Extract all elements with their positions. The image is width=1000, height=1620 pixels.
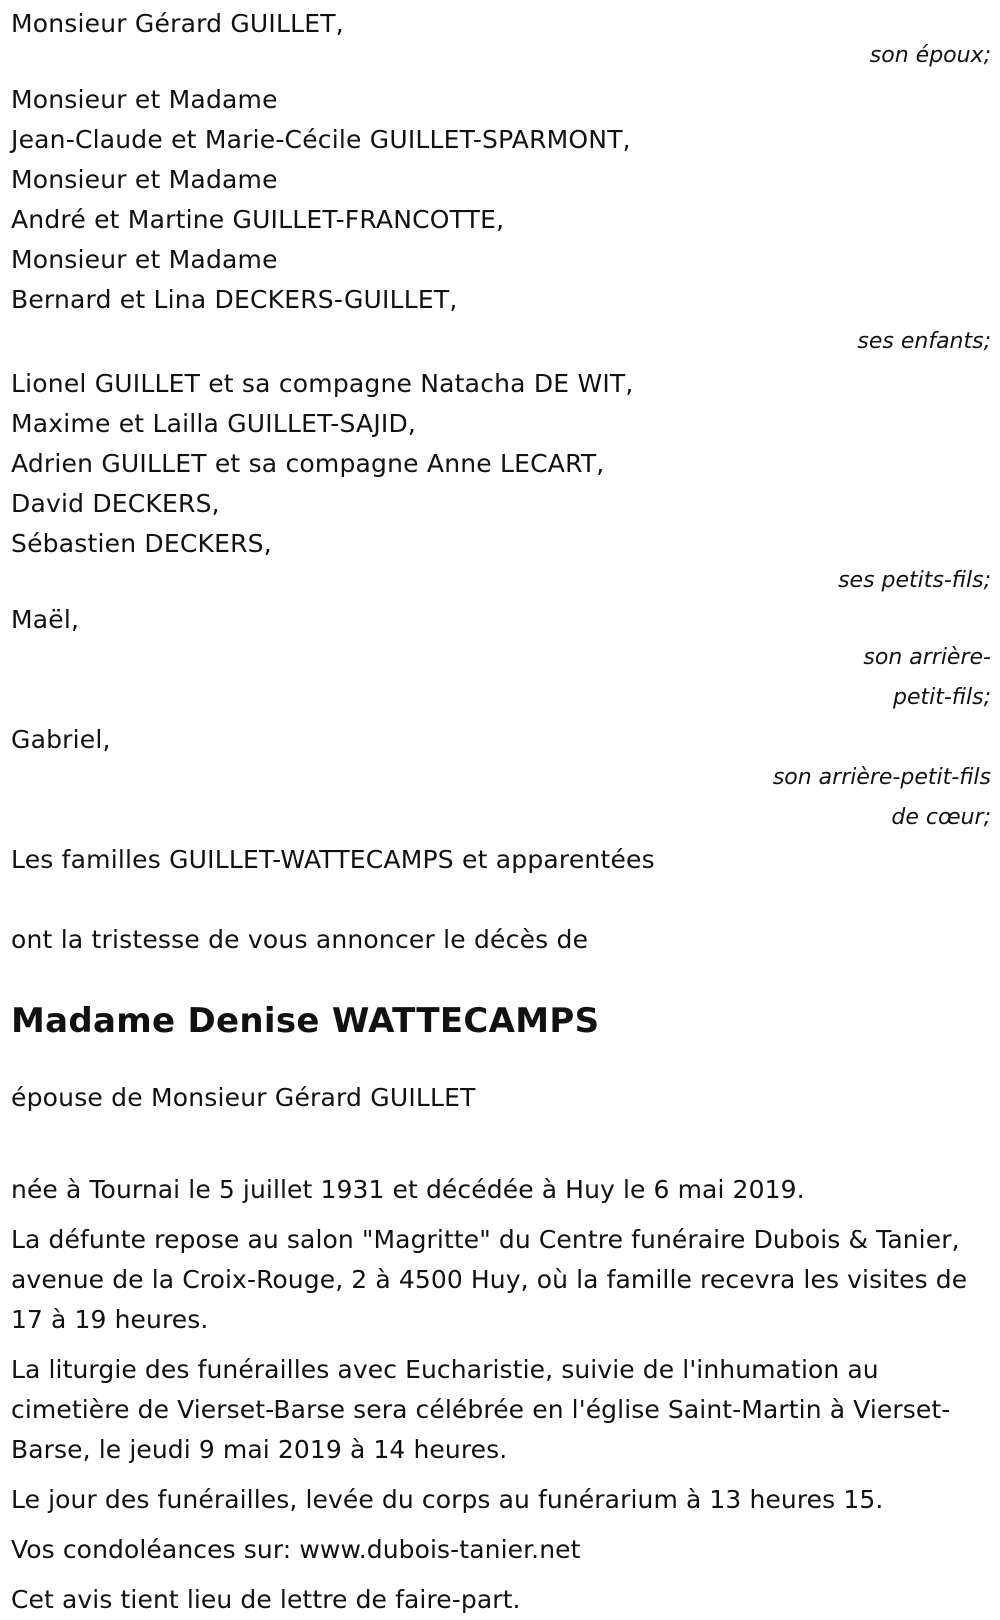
- grandchild-line: Adrien GUILLET et sa compagne Anne LECART,: [11, 449, 605, 478]
- children-line: Bernard et Lina DECKERS-GUILLET,: [11, 285, 458, 314]
- funeral-day-paragraph: Le jour des funérailles, levée du corps au funérarium à 13 heures 15.: [11, 1485, 884, 1514]
- repose-paragraph: La défunte repose au salon "Magritte" du Centre funéraire Dubois & Tanier, avenue de la Croix-Rouge, 2 à 4500 Huy, où la famille recevra les visites de 17 à 19 heures.: [11, 1225, 968, 1334]
- relation-great-grandchild-heart: son arrière-petit-fils: [772, 765, 991, 790]
- relation-great-grandchild: son arrière-: [863, 645, 991, 670]
- relation-children: ses enfants;: [857, 329, 991, 354]
- great-grandchild-line: Maël,: [11, 605, 80, 634]
- grandchild-line: Lionel GUILLET et sa compagne Natacha DE WIT,: [11, 369, 634, 398]
- relation-great-grandchild: petit-fils;: [892, 685, 991, 710]
- children-line: Jean-Claude et Marie-Cécile GUILLET-SPARMONT,: [11, 125, 631, 154]
- spouse-block: [11, 6, 991, 70]
- spouse-of-text: épouse de Monsieur Gérard GUILLET: [11, 1083, 476, 1112]
- deceased-name: Madame Denise WATTECAMPS: [11, 1001, 600, 1041]
- children-line: Monsieur et Madame: [11, 85, 278, 114]
- great-grandchild-block: [11, 602, 991, 718]
- families-line: Les familles GUILLET-WATTECAMPS et apparentées: [11, 845, 655, 874]
- liturgy-paragraph: La liturgie des funérailles avec Eucharistie, suivie de l'inhumation au cimetière de Vierset-Barse sera célébrée en l'église Saint-Martin à Vierset-Barse, le jeudi 9 mai 2019 à 14 heures.: [11, 1355, 951, 1464]
- announcement-text: ont la tristesse de vous annoncer le décès de: [11, 925, 589, 954]
- relation-grandchildren: ses petits-fils;: [838, 568, 991, 593]
- great-grandchild-heart-line: Gabriel,: [11, 725, 111, 754]
- condolences-paragraph: Vos condoléances sur: www.dubois-tanier.net: [11, 1535, 581, 1564]
- grandchild-line: David DECKERS,: [11, 489, 220, 518]
- children-block: [11, 80, 991, 364]
- children-line: Monsieur et Madame: [11, 165, 278, 194]
- great-grandchild-heart-block: [11, 722, 991, 838]
- obituary-notice: [11, 6, 991, 1620]
- children-line: Monsieur et Madame: [11, 245, 278, 274]
- birth-death-paragraph: née à Tournai le 5 juillet 1931 et décédée à Huy le 6 mai 2019.: [11, 1175, 805, 1204]
- grandchildren-block: [11, 364, 991, 598]
- children-line: André et Martine GUILLET-FRANCOTTE,: [11, 205, 505, 234]
- grandchild-line: Sébastien DECKERS,: [11, 529, 272, 558]
- grandchild-line: Maxime et Lailla GUILLET-SAJID,: [11, 409, 417, 438]
- relation-spouse: son époux;: [869, 43, 991, 68]
- relation-great-grandchild-heart: de cœur;: [891, 805, 991, 830]
- notice-paragraph: Cet avis tient lieu de lettre de faire-part.: [11, 1585, 521, 1614]
- spouse-line: Monsieur Gérard GUILLET,: [11, 9, 344, 38]
